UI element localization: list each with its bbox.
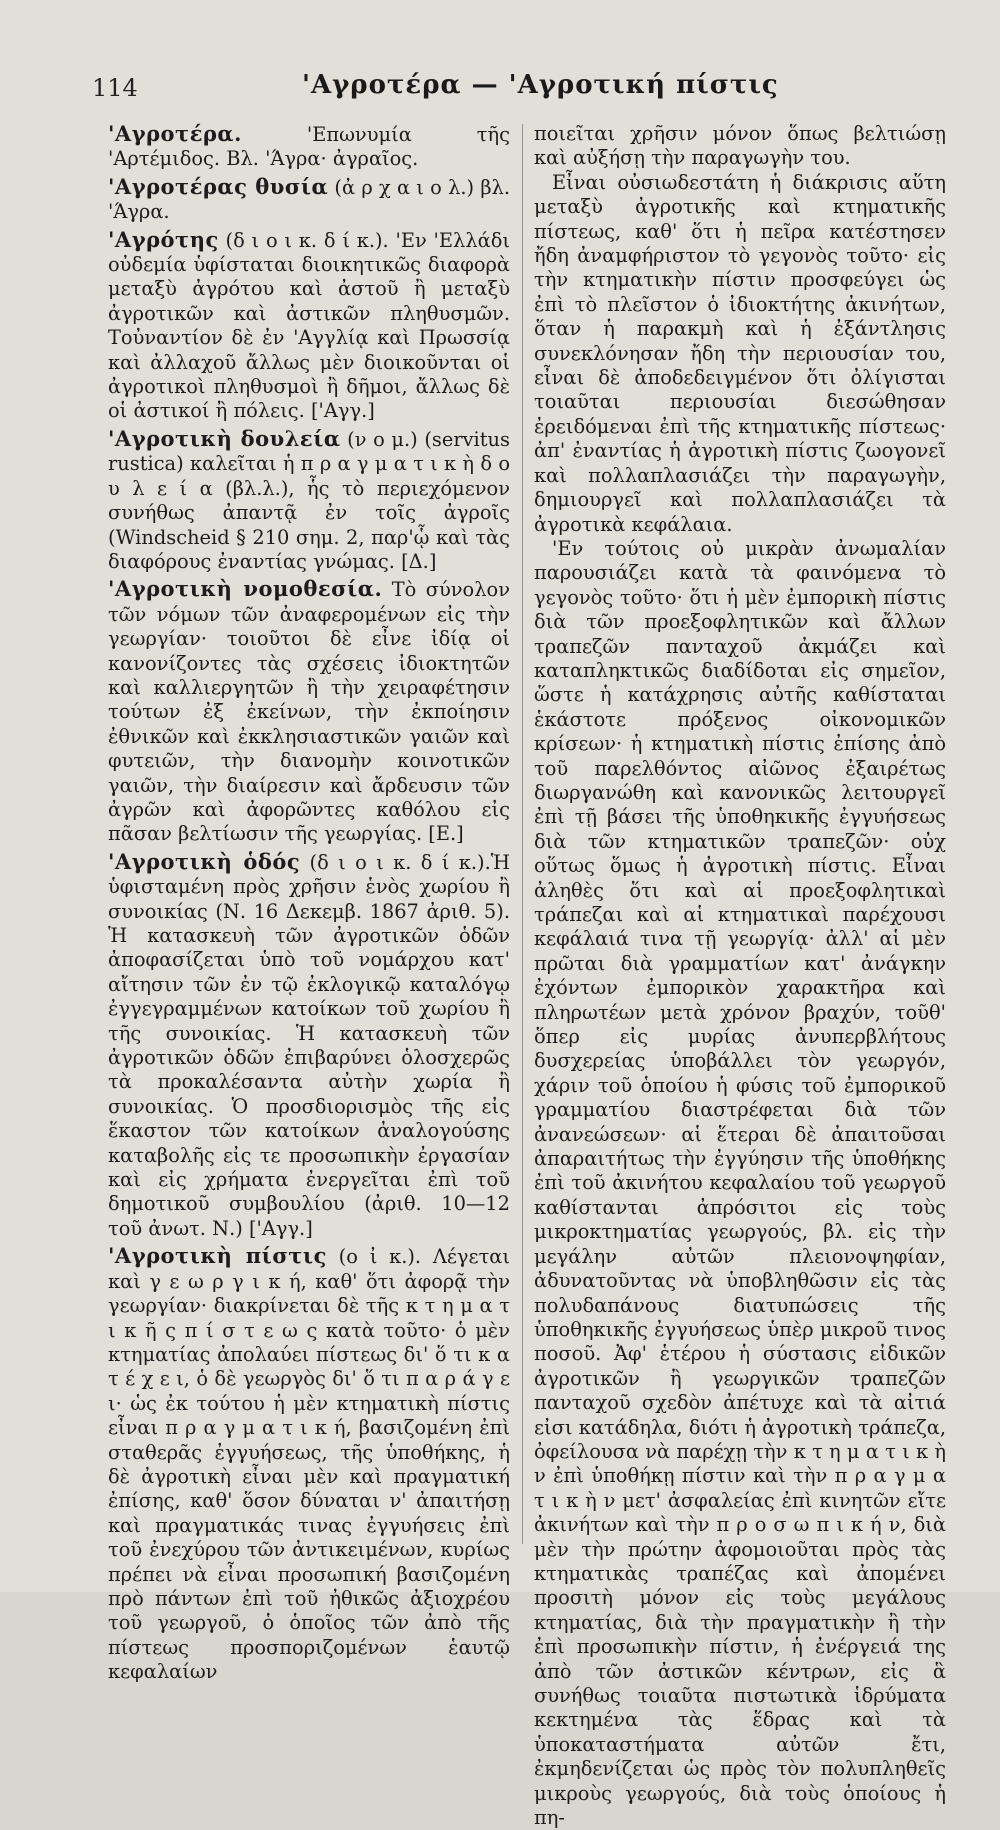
paragraph: ποιεῖται χρῆσιν μόνον ὅπως βελτιώσῃ καὶ αὐξήσῃ τὴν παραγωγὴν του. [534, 122, 946, 170]
paragraph: Εἶναι οὐσιωδεστάτη ἡ διάκρισις αὕτη μεταξὺ ἀγροτικῆς καὶ κτηματικῆς πίστεως, καθ' ὅτι ἡ πεῖρα κατέστησεν ἤδη ἀναμφήριστον τὸ γεγονὸς τοῦτο· εἰς τὴν κτηματικὴν πίστιν προσφεύγει ὡς ἐπὶ τὸ πλεῖστον ὁ ἰδιοκτήτης ἀκινήτων, ὅταν ἡ παρακμὴ καὶ ἡ ἐξάντλησις συνεκλόνησαν ἤδη τὴν περιουσίαν του, εἶναι δὲ ἀποδεδειγμένον ὅτι ὀλίγισται τοιαῦται περιουσίαι διεσώθησαν ἐρειδόμεναι ἐπὶ τῆς κτηματικῆς πίστεως· ἀπ' ἐναντίας ἡ ἀγροτικὴ πίστις ζωογονεῖ καὶ πολλαπλασιάζει τὴν παραγωγὴν, δημιουργεῖ καὶ πολλαπλασιάζει τὰ ἀγροτικὰ κεφάλαια. [534, 170, 946, 536]
dictionary-entry [108, 427, 510, 574]
entry-headword: 'Αγρότης [108, 226, 219, 252]
entry-headword: 'Αγροτέρα. [108, 121, 242, 146]
entry-text: (δ ι ο ι κ. δ ί κ.). 'Εν 'Ελλάδι οὐδεμία ὑφίσταται διοικητικῶς διαφορὰ μεταξὺ ἀγρότου καὶ ἀστοῦ ἢ μεταξὺ ἀγροτικῶν καὶ ἀστικῶν πληθυσμῶν. Τοὐναντίον δὲ ἐν 'Αγγλίᾳ καὶ Πρωσσίᾳ καὶ ἀλλαχοῦ ἄλλως μὲν διοικοῦνται οἱ ἀγροτικοὶ πληθυσμοὶ ἢ δῆμοι, ἄλλως δὲ οἱ ἀστικοί ἢ πόλεις. ['Αγγ.] [108, 228, 510, 423]
entry-text: (ο ἰ κ.). Λέγεται καὶ γ ε ω ρ γ ι κ ή, καθ' ὅτι ἀφορᾷ τὴν γεωργίαν· διακρίνεται δὲ τῆς κ τ η μ α τ ι κ ῆ ς π ί σ τ ε ω ς κατὰ τοῦτο· ὁ μὲν κτηματίας ἀπολαύει πίστεως δι' ὅ τι κ α τ έ χ ε ι, ὁ δὲ γεωργὸς δι' ὅ τι π α ρ ά γ ε ι· ὡς ἐκ τούτου ἡ μὲν κτηματικὴ πίστις εἶναι π ρ α γ μ α τ ι κ ή, βασιζομένη ἐπὶ σταθερᾶς ἐγγυήσεως, τῆς ὑποθήκης, ἡ δὲ ἀγροτικὴ εἶναι μὲν καὶ πραγματική ἐπίσης, καθ' ὅσον δύναται ν' ἀπαιτήσῃ καὶ πραγματικάς τινας ἐγγυήσεις ἐπὶ τοῦ ἐνεχύρου τῶν ἀντικειμένων, κυρίως πρέπει νὰ εἶναι προσωπική βασιζομένη πρὸ πάντων ἐπὶ τοῦ ἠθικῶς ἀξιοχρέου τοῦ γεωργοῦ, ὁ ὁποῖος τῶν ἀπὸ τῆς πίστεως προσποριζομένων ἑαυτῷ κεφαλαίων [108, 1245, 510, 1684]
entry-headword: 'Αγροτικὴ ὁδός [108, 848, 301, 874]
paragraph: 'Εν τούτοις οὐ μικρὰν ἀνωμαλίαν παρουσιάζει κατὰ τὰ φαινόμενα τὸ γεγονὸς τοῦτο· ὅτι ἡ μὲν ἐμπορικὴ πίστις διὰ τῶν προεξοφλητικῶν καὶ ἄλλων τραπεζῶν πανταχοῦ ἀκμάζει καὶ καταπληκτικῶς διαδίδοται εἰς σημεῖον, ὥστε ἡ κατάχρησις αὐτῆς καθίσταται ἑκάστοτε πρόξενος οἰκονομικῶν κρίσεων· ἡ κτηματικὴ πίστις ἐπίσης ἀπὸ τοῦ παρελθόντος αἰῶνος ἐξαιρέτως διωργανώθη καὶ κανονικῶς λειτουργεῖ ἐπὶ τῇ βάσει τῆς ὑποθηκικῆς ἐγγυήσεως διὰ τῶν κτηματικῶν τραπεζῶν· οὐχ οὕτως ὅμως ἡ ἀγροτικὴ πίστις. Εἶναι ἀληθὲς ὅτι καὶ αἱ προεξοφλητικαὶ τράπεζαι καὶ αἱ κτηματικαὶ παρέχουσι κεφάλαιά τινα τῇ γεωργίᾳ· ἀλλ' αἱ μὲν πρῶται διὰ γραμματίων κατ' ἀνάγκην ἐχόντων ἐμπορικὸν χαρακτῆρα καὶ πληρωτέων μετὰ χρόνον βραχύν, τοῦθ' ὅπερ εἰς μυρίας ἀνυπερβλήτους δυσχερείας ὑποβάλλει τὸν γεωργόν, χάριν τοῦ ὁποίου ἡ φύσις τοῦ ἐμπορικοῦ γραμματίου διαστρέφεται διὰ τῶν ἀνανεώσεων· αἱ ἕτεραι δὲ ἀπαιτοῦσαι ἀπαραιτήτως τὴν ἐγγύησιν τῆς ὑποθήκης ἐπὶ τοῦ ἀκινήτου κεφαλαίου τοῦ γεωργοῦ καθίστανται ἀπρόσιτοι εἰς τοὺς μικροκτηματίας γεωργούς, βλ. εἰς τὴν μεγάλην αὐτῶν πλειονοψηφίαν, ἀδυνατοῦντας νὰ ὑποβληθῶσιν εἰς τὰς πολυδαπάνους διατυπώσεις τῆς ὑποθηκικῆς ἐγγυήσεως ὑπὲρ μικροῦ τινος ποσοῦ. Ἀφ' ἑτέρου ἡ σύστασις εἰδικῶν ἀγροτικῶν ἢ γεωργικῶν τραπεζῶν πανταχοῦ σχεδὸν ἀπέτυχε καὶ τὰ αἰτιά εἰσι κατάδηλα, διότι ἡ ἀγροτικὴ τράπεζα, ὀφείλουσα νὰ παρέχῃ τὴν κ τ η μ α τ ι κ ὴ ν ἐπὶ ὑποθήκῃ πίστιν καὶ τὴν π ρ α γ μ α τ ι κ ὴ ν μετ' ἀσφαλείας ἐπὶ κινητῶν εἴτε ἀκινήτων καὶ τὴν π ρ ο σ ω π ι κ ή ν, διὰ μὲν τὴν πρώτην ἀφομοιοῦται πρὸς τὰς κτηματικὰς τραπέζας καὶ ἀπομένει προσιτὴ μόνον εἰς τοὺς μεγάλους κτηματίας, διὰ τὴν πραγματικὴν ἢ τὴν ἐπὶ προσωπικὴν πίστιν, ἡ ἐνέργειά της ἀπὸ τῶν ἀστικῶν κέντρων, εἰς ἃ συνήθως τοιαῦτα πιστωτικὰ ἱδρύματα κεκτημένα τὰς ἕδρας καὶ τὰ ὑποκαταστήματα αὐτῶν ἔτι, ἐκμηδενίζεται ὡς πρὸς τὸν πολυπληθεῖς μικροὺς γεωργούς, διὰ τοὺς ὁποίους ἡ πη- [534, 536, 946, 1830]
entry-text: (ἀ ρ χ α ι ο λ.) βλ. 'Άγρα. [108, 175, 511, 224]
column-divider [522, 124, 523, 1544]
dictionary-entry [108, 850, 510, 1242]
entry-text: (ν ο μ.) (servitus rustica) καλεῖται ἡ π ρ α γ μ α τ ι κ ὴ δ ο υ λ ε ί α (βλ.λ.), ἧς τὸ περιεχόμενον συνήθως ἀπαντᾷ ἐν τοῖς ἀγροῖς (Windscheid § 210 σημ. 2, παρ'ᾧ καὶ τὰς διαφόρους ἐναντίας γνώμας. [Δ.] [108, 427, 510, 573]
page-number: 114 [92, 74, 138, 102]
running-title: 'Αγροτέρα — 'Αγροτική πίστις [302, 70, 779, 100]
dictionary-entry [108, 577, 510, 846]
page-header [92, 70, 912, 110]
dictionary-entry [108, 1244, 510, 1684]
entry-headword: 'Αγροτικὴ δουλεία [108, 425, 341, 451]
entry-headword: 'Αγροτέρας θυσία [108, 173, 329, 199]
entry-headword: 'Αγροτικὴ νομοθεσία. [108, 576, 383, 602]
entry-headword: 'Αγροτικὴ πίστις [108, 1243, 327, 1269]
dictionary-entry [108, 228, 510, 424]
entry-text: 'Επωνυμία τῆς 'Αρτέμιδος. Βλ. 'Άγρα· ἀγραῖος. [108, 123, 510, 171]
right-column [534, 122, 946, 1830]
left-column [108, 122, 510, 1688]
dictionary-entry [108, 122, 510, 172]
dictionary-entry [108, 175, 510, 225]
entry-text: (δ ι ο ι κ. δ ί κ.).Ἡ ὑφισταμένη πρὸς χρῆσιν ἑνὸς χωρίου ἢ συνοικίας (Ν. 16 Δεκεμβ. 1867 ἀριθ. 5). Ἡ κατασκευὴ τῶν ἀγροτικῶν ὁδῶν ἀποφασίζεται ὑπὸ τοῦ νομάρχου κατ' αἴτησιν τῶν ἐν τῷ ἐκλογικῷ καταλόγῳ ἐγγεγραμμένων κατοίκων τοῦ χωρίου ἢ τῆς συνοικίας. Ἡ κατασκευὴ τῶν ἀγροτικῶν ὁδῶν ἐπιβαρύνει ὁλοσχερῶς τὰ προκαλέσαντα αὐτὴν χωρία ἢ συνοικίας. Ὁ προσδιορισμὸς τῆς εἰς ἕκαστον τῶν κατοίκων ἀναλογούσης καταβολῆς εἰς τε προσωπικὴν ἐργασίαν καὶ εἰς χρήματα ἐνεργεῖται ἐπὶ τοῦ δημοτικοῦ συμβουλίου (ἀριθ. 10—12 τοῦ ἀνωτ. Ν.) ['Αγγ.] [108, 850, 510, 1240]
entry-text: Τὸ σύνολον τῶν νόμων τῶν ἀναφερομένων εἰς τὴν γεωργίαν· τοιοῦτοι δὲ εἶνε ἰδίᾳ οἱ κανονίζοντες τὰς σχέσεις ἰδιοκτητῶν καὶ καλλιεργητῶν ἢ τὴν χειραφέτησιν τούτων ἐξ ἐκείνων, τὴν ἐκποίησιν ἐθνικῶν καὶ ἐκκλησιαστικῶν γαιῶν καὶ φυτειῶν, τὴν διανομὴν κοινοτικῶν γαιῶν, τὴν διαίρεσιν καὶ ἄρδευσιν τῶν ἀγρῶν καὶ ἀφορῶντες καθόλου εἰς πᾶσαν βελτίωσιν τῆς γεωργίας. [Ε.] [108, 578, 510, 846]
